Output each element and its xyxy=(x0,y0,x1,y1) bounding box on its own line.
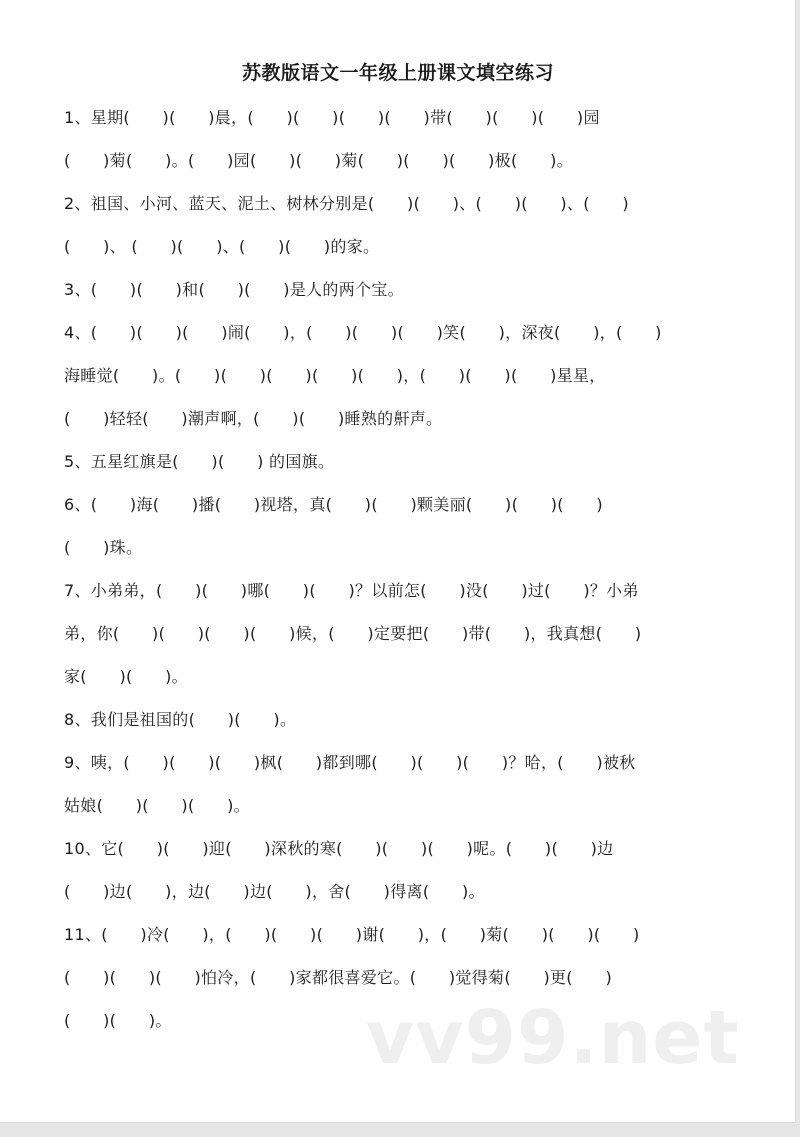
exercise-8-line-1: 8、我们是祖国的( )( )。 xyxy=(64,710,297,729)
exercise-2-line-1: 2、祖国、小河、蓝天、泥土、树林分别是( )( )、( )( )、( ) xyxy=(64,194,629,213)
exercise-7-line-2: 弟，你( )( )( )( )候，( )定要把( )带( )，我真想( ) xyxy=(64,624,642,643)
exercise-11-line-1: 11、( )冷( )，( )( )( )谢( )，( )菊( )( )( ) xyxy=(64,925,640,944)
exercise-10-line-1: 10、它( )( )迎( )深秋的寒( )( )( )呢。( )( )边 xyxy=(64,839,614,858)
exercise-3-line-1: 3、( )( )和( )( )是人的两个宝。 xyxy=(64,280,404,299)
exercise-11-line-2: ( )( )( )怕冷，( )家都很喜爱它。( )觉得菊( )更( ) xyxy=(64,968,612,987)
exercise-1-line-1: 1、星期( )( )晨，( )( )( )( )带( )( )( )园 xyxy=(64,108,600,127)
exercise-9-line-1: 9、咦，( )( )( )枫( )都到哪( )( )( )？哈，( )被秋 xyxy=(64,753,636,772)
exercise-5-line-1: 5、五星红旗是( )( ) 的国旗。 xyxy=(64,452,335,471)
exercise-4-line-3: ( )轻轻( )潮声啊，( )( )睡熟的鼾声。 xyxy=(64,409,443,428)
exercise-6-line-1: 6、( )海( )播( )视塔，真( )( )颗美丽( )( )( ) xyxy=(64,495,603,514)
exercise-list xyxy=(64,96,734,1042)
watermark: vv99.net xyxy=(366,995,740,1081)
exercise-1-line-2: ( )菊( )。( )园( )( )菊( )( )( )极( )。 xyxy=(64,151,573,170)
page-title: 苏教版语文一年级上册课文填空练习 xyxy=(241,62,554,84)
exercise-7-line-1: 7、小弟弟，( )( )哪( )( )？以前怎( )没( )过( )？小弟 xyxy=(64,581,639,600)
exercise-10-line-2: ( )边( )，边( )边( )，舍( )得离( )。 xyxy=(64,882,485,901)
exercise-11-line-3: ( )( )。 xyxy=(64,1011,172,1030)
exercise-7-line-3: 家( )( )。 xyxy=(64,667,188,686)
exercise-9-line-2: 姑娘( )( )( )。 xyxy=(64,796,250,815)
exercise-2-line-2: ( )、 ( )( )、( )( )的家。 xyxy=(64,237,380,256)
exercise-6-line-2: ( )珠。 xyxy=(64,538,143,557)
exercise-4-line-1: 4、( )( )( )闹( )，( )( )( )笑( )，深夜( )，( ) xyxy=(64,323,662,342)
exercise-4-line-2: 海睡觉( )。( )( )( )( )( )，( )( )( )星星， xyxy=(64,366,606,385)
